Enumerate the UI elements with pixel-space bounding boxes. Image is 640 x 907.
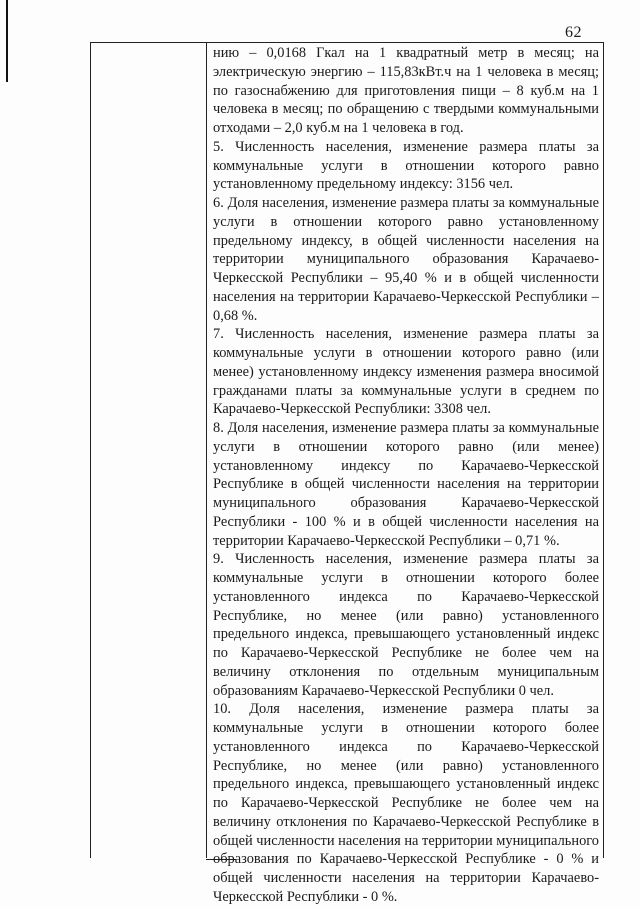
paragraph-item-9: 9. Численность населения, изменение размера платы за коммунальные услуги в отношении которого более установленного индекса по Карачаево-Черкесской Республике, но менее (или равно) установленного предельного индекса, превышающего установленный индекс по Карачаево-Черкесской Республике не более чем на величину отклонения по отдельным муниципальным образованиям Карачаево-Черкесской Республики 0 чел. [213,551,599,699]
page-number: 62 [565,24,582,41]
scan-edge-mark [6,0,8,82]
paragraph-item-5: 5. Численность населения, изменение размера платы за коммунальные услуги в отношении которого равно установленному предельному индексу: 3156 чел. [213,138,599,193]
paragraph-item-8: 8. Доля населения, изменение размера платы за коммунальные услуги в отношении которого равно (или менее) установленному индексу по Карачаево-Черкесской Республике в общей численности населения на территории муниципального образования Карачаево-Черкесской Республики - 100 % и в общей численности населения на территории Карачаево-Черкесской Республики – 0,71 %. [213,420,599,549]
paragraph-item-10: 10. Доля населения, изменение размера платы за коммунальные услуги в отношении которого более установленного индекса по Карачаево-Черкесской Республике, но менее (или равно) установленного предельного индекса, превышающего установленный индекс по Карачаево-Черкесской Республике не более чем на величину отклонения по Карачаево-Черкесской Республике в общей численности населения на территории муниципального образования по Карачаево-Черкесской Республике - 0 % и общей численности населения на территории Карачаево-Черкесской Республики - 0 %. [213,701,599,905]
paragraph-item-7: 7. Численность населения, изменение размера платы за коммунальные услуги в отношении которого равно (или менее) установленному индексу изменения размера вносимой гражданами платы за коммунальные услуги в среднем по Карачаево-Черкесской Республики: 3308 чел. [213,326,599,418]
paragraph-item-6: 6. Доля населения, изменение размера платы за коммунальные услуги в отношении которого равно установленному предельному индексу, в общей численности населения на территории муниципального образования Карачаево-Черкесской Республики – 95,40 % и в общей численности населения на территории Карачаево-Черкесской Республики – 0,68 %. [213,195,599,324]
paragraph-continuation: нию – 0,0168 Гкал на 1 квадратный метр в месяц; на электрическую энергию – 115,83кВт.ч на 1 человека в месяц; по газоснабжению для приготовления пищи – 8 куб.м на 1 человека в месяц; по обращению с твердыми коммунальными отходами – 2,0 куб.м на 1 человека в год. [213,45,599,136]
table-text-cell [213,44,599,907]
table-column-divider [206,43,207,858]
